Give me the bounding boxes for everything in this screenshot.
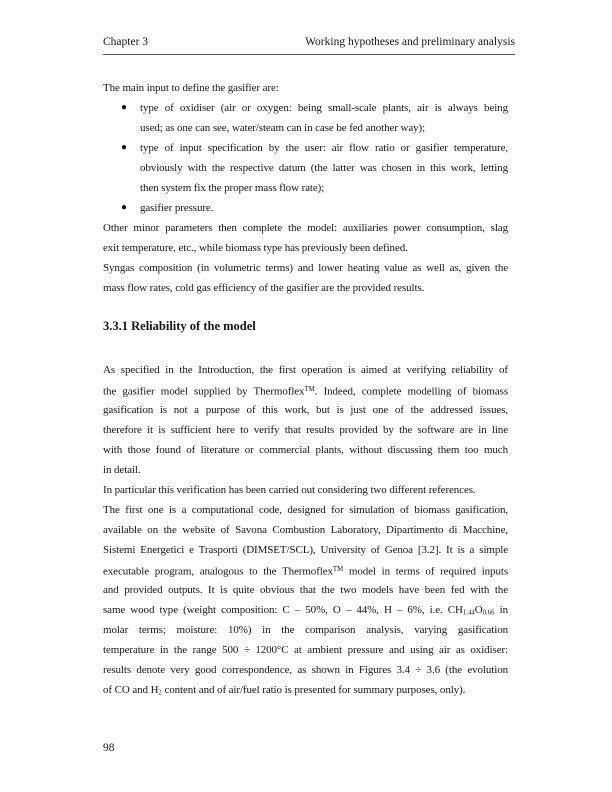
text-line: results denote very good correspondence, as shown in Figures 3.4 ÷ 3.6 (the evolution bbox=[103, 664, 508, 676]
text-line: with those found of literature or commercial plants, without discussing them too much bbox=[103, 444, 508, 456]
minor-parameters-paragraph bbox=[103, 218, 508, 258]
text-line: obviously with the respective datum (the latter was chosen in this work, letting bbox=[140, 162, 508, 174]
text-line: and provided outputs. It is quite obvious that the two models have been fed with the bbox=[103, 584, 508, 596]
running-header-chapter: Chapter 3 bbox=[103, 36, 149, 48]
running-header-title: Working hypotheses and preliminary analysis bbox=[305, 36, 515, 48]
bullet-marker-icon: ● bbox=[121, 142, 127, 153]
text-line: mass flow rates, cold gas efficiency of the gasifier are the provided results. bbox=[103, 282, 425, 294]
text-line: used; as one can see, water/steam can in case be fed another way); bbox=[140, 122, 426, 134]
text-line: In particular this verification has been carried out considering two different references. bbox=[103, 484, 476, 496]
text-line: gasifier pressure. bbox=[140, 202, 214, 214]
text-line: The main input to define the gasifier are: bbox=[103, 82, 279, 94]
first-reference-paragraph bbox=[103, 500, 508, 700]
intro-paragraph bbox=[103, 78, 508, 98]
text-line: then system fix the proper mass flow rate); bbox=[140, 182, 325, 194]
page-number: 98 bbox=[103, 742, 115, 754]
section-heading-3-3-1 bbox=[103, 316, 508, 336]
text-line: As specified in the Introduction, the first operation is aimed at verifying reliability of bbox=[103, 364, 508, 376]
text-line: type of input specification by the user: air flow ratio or gasifier temperature, bbox=[140, 142, 508, 154]
syngas-results-paragraph bbox=[103, 258, 508, 298]
text-line: of CO and $H_2$ content and of air/fuel ratio is presented for summary purposes, only). bbox=[103, 684, 466, 697]
page-footer bbox=[103, 742, 115, 754]
text-line: therefore it is sufficient here to verify that results provided by the software are in line bbox=[103, 424, 508, 436]
bullet-marker-icon: ● bbox=[121, 202, 127, 213]
reliability-paragraph bbox=[103, 360, 508, 480]
bullet-marker-icon: ● bbox=[121, 102, 127, 113]
verification-references-paragraph bbox=[103, 480, 508, 500]
text-line: executable program, analogous to the Thermoflex™ model in terms of required inputs bbox=[103, 565, 508, 578]
bullet-item-gasifier-pressure bbox=[103, 198, 508, 218]
text-line: in detail. bbox=[103, 464, 141, 476]
text-line: exit temperature, etc., while biomass type has previously been defined. bbox=[103, 242, 408, 254]
bullet-item-oxidiser bbox=[103, 98, 508, 138]
document-body bbox=[103, 78, 508, 700]
text-line: The first one is a computational code, designed for simulation of biomass gasification, bbox=[103, 504, 508, 516]
text-line: Sistemi Energetici e Trasporti (DIMSET/SCL), University of Genoa [3.2]. It is a simple bbox=[103, 544, 508, 556]
text-line: available on the website of Savona Combustion Laboratory, Dipartimento di Macchine, bbox=[103, 524, 508, 536]
text-line: temperature in the range 500 ÷ 1200°C at ambient pressure and using air as oxidiser: bbox=[103, 644, 508, 656]
text-line: Syngas composition (in volumetric terms) and lower heating value as well as, given the bbox=[103, 262, 508, 274]
text-line: same wood type (weight composition: C – 50%, O – 44%, H – 6%, i.e. $CH_{1.44}O_{0.66}$ in bbox=[103, 604, 508, 617]
running-header bbox=[103, 36, 515, 55]
text-line: the gasifier model supplied by Thermoflex™. Indeed, complete modelling of biomass bbox=[103, 385, 508, 398]
text-line: 3.3.1 Reliability of the model bbox=[103, 319, 256, 333]
text-line: gasification is not a purpose of this work, but is just one of the addressed issues, bbox=[103, 404, 508, 416]
bullet-item-input-specification bbox=[103, 138, 508, 198]
text-line: Other minor parameters then complete the model: auxiliaries power consumption, slag bbox=[103, 222, 508, 234]
text-line: type of oxidiser (air or oxygen: being small-scale plants, air is always being bbox=[140, 102, 508, 114]
text-line: molar terms; moisture: 10%) in the comparison analysis, varying gasification bbox=[103, 624, 508, 636]
